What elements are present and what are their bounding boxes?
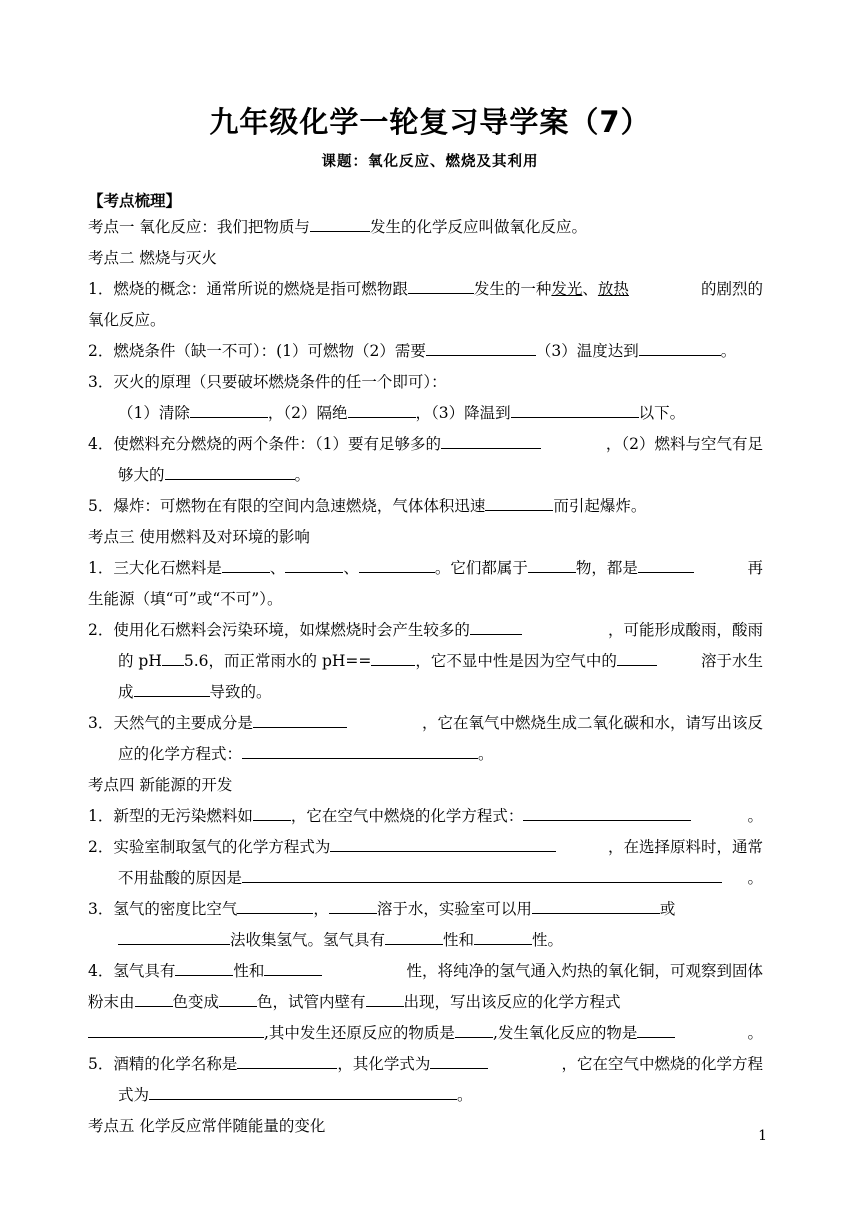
- point-3-heading: 考点三 使用燃料及对环境的影响: [88, 528, 310, 546]
- blank[interactable]: [149, 1082, 457, 1100]
- item-line: （1）清除 ，（2）隔绝 ，（3）降温到 以下。: [88, 398, 763, 429]
- blank[interactable]: [190, 400, 268, 418]
- point-5-heading: 考点五 化学反应常伴随能量的变化: [88, 1117, 326, 1135]
- page-title: 九年级化学一轮复习导学案（7）: [209, 105, 651, 139]
- item-line: 不用盐酸的原因是 。: [88, 863, 763, 894]
- item-line: 氧化反应。: [88, 311, 166, 329]
- blank[interactable]: [638, 555, 694, 573]
- blank[interactable]: [237, 1051, 337, 1069]
- blank[interactable]: [532, 896, 660, 914]
- blank[interactable]: [134, 679, 210, 697]
- blank[interactable]: [222, 555, 270, 573]
- blank[interactable]: [242, 865, 722, 883]
- item-line: 4．氢气具有 性和 性，将纯净的氢气通入灼热的氧化铜，可观察到固体: [88, 956, 763, 987]
- blank[interactable]: [511, 400, 639, 418]
- item-line: 生能源（填“可”或“不可”）。: [88, 590, 283, 608]
- blank[interactable]: [135, 989, 173, 1007]
- item-line: 式为 。: [88, 1080, 763, 1111]
- item-line: 4．使燃料充分燃烧的两个条件：（1）要有足够多的 ，（2）燃料与空气有足: [88, 429, 763, 460]
- blank[interactable]: [639, 338, 721, 356]
- blank[interactable]: [441, 431, 541, 449]
- blank[interactable]: [426, 338, 536, 356]
- blank[interactable]: [175, 958, 233, 976]
- item-line: ,其中发生还原反应的物质是 ,发生氧化反应的物是 。: [88, 1018, 763, 1049]
- item-line: 法收集氢气。氢气具有 性和 性。: [88, 925, 763, 956]
- blank[interactable]: [385, 927, 443, 945]
- item-line: 1．新型的无污染燃料如 ，它在空气中燃烧的化学方程式： 。: [88, 801, 763, 832]
- item-line: 应的化学方程式： 。: [88, 739, 763, 770]
- blank[interactable]: [285, 555, 343, 573]
- blank[interactable]: [162, 648, 184, 666]
- blank[interactable]: [310, 214, 370, 232]
- blank[interactable]: [253, 803, 291, 821]
- item-line: 1．三大化石燃料是 、 、 。它们都属于 物，都是 再: [88, 553, 763, 584]
- blank[interactable]: [474, 927, 532, 945]
- blank[interactable]: [523, 803, 691, 821]
- page-number: 1: [758, 1128, 767, 1144]
- blank[interactable]: [330, 834, 556, 852]
- item-line: 2．使用化石燃料会污染环境，如煤燃烧时会产生较多的 ，可能形成酸雨，酸雨: [88, 615, 763, 646]
- blank[interactable]: [408, 276, 474, 294]
- worksheet-body: [88, 212, 763, 1142]
- blank[interactable]: [430, 1051, 488, 1069]
- blank[interactable]: [264, 958, 322, 976]
- item-line: 3．氢气的密度比空气 ， 溶于水，实验室可以用 或: [88, 894, 763, 925]
- blank[interactable]: [455, 1020, 493, 1038]
- page-subtitle: 课题：氧化反应、燃烧及其利用: [321, 154, 539, 170]
- blank[interactable]: [348, 400, 416, 418]
- item-line: 5．爆炸：可燃物在有限的空间内急速燃烧，气体体积迅速 而引起爆炸。: [88, 491, 763, 522]
- item-line: 3．天然气的主要成分是 ，它在氧气中燃烧生成二氧化碳和水，请写出该反: [88, 708, 763, 739]
- item-line: 粉末由 色变成 色，试管内壁有 出现，写出该反应的化学方程式: [88, 987, 763, 1018]
- blank[interactable]: [528, 555, 576, 573]
- blank[interactable]: [637, 1020, 675, 1038]
- blank[interactable]: [366, 989, 404, 1007]
- blank[interactable]: [359, 555, 435, 573]
- item-line: 够大的 。: [88, 460, 763, 491]
- item-line: 的 pH 5.6，而正常雨水的 pH== ，它不显中性是因为空气中的 溶于水生: [88, 646, 763, 677]
- blank[interactable]: [485, 493, 553, 511]
- blank[interactable]: [253, 710, 347, 728]
- item-line: 5．酒精的化学名称是 ，其化学式为 ，它在空气中燃烧的化学方程: [88, 1049, 763, 1080]
- blank[interactable]: [371, 648, 415, 666]
- blank[interactable]: [88, 1020, 264, 1038]
- blank[interactable]: [165, 462, 295, 480]
- item-line: 成 导致的。: [88, 677, 763, 708]
- point-1-line: 考点一 氧化反应：我们把物质与 发生的化学反应叫做氧化反应。: [88, 212, 763, 243]
- blank[interactable]: [617, 648, 657, 666]
- point-4-heading: 考点四 新能源的开发: [88, 776, 233, 794]
- blank[interactable]: [237, 896, 313, 914]
- blank[interactable]: [219, 989, 257, 1007]
- blank[interactable]: [329, 896, 377, 914]
- blank[interactable]: [470, 617, 522, 635]
- point-2-heading: 考点二 燃烧与灭火: [88, 249, 217, 267]
- section-heading: 【考点梳理】: [88, 192, 182, 210]
- item-line: 2．实验室制取氢气的化学方程式为 ，在选择原料时，通常: [88, 832, 763, 863]
- item-line: 2．燃烧条件（缺一不可）：(1）可燃物（2）需要 （3）温度达到 。: [88, 336, 763, 367]
- blank[interactable]: [242, 741, 478, 759]
- item-line: 3．灭火的原理（只要破坏燃烧条件的任一个即可）：: [88, 373, 447, 391]
- blank[interactable]: [118, 927, 230, 945]
- item-line: 1．燃烧的概念：通常所说的燃烧是指可燃物跟 发生的一种发光、放热 的剧烈的: [88, 274, 763, 305]
